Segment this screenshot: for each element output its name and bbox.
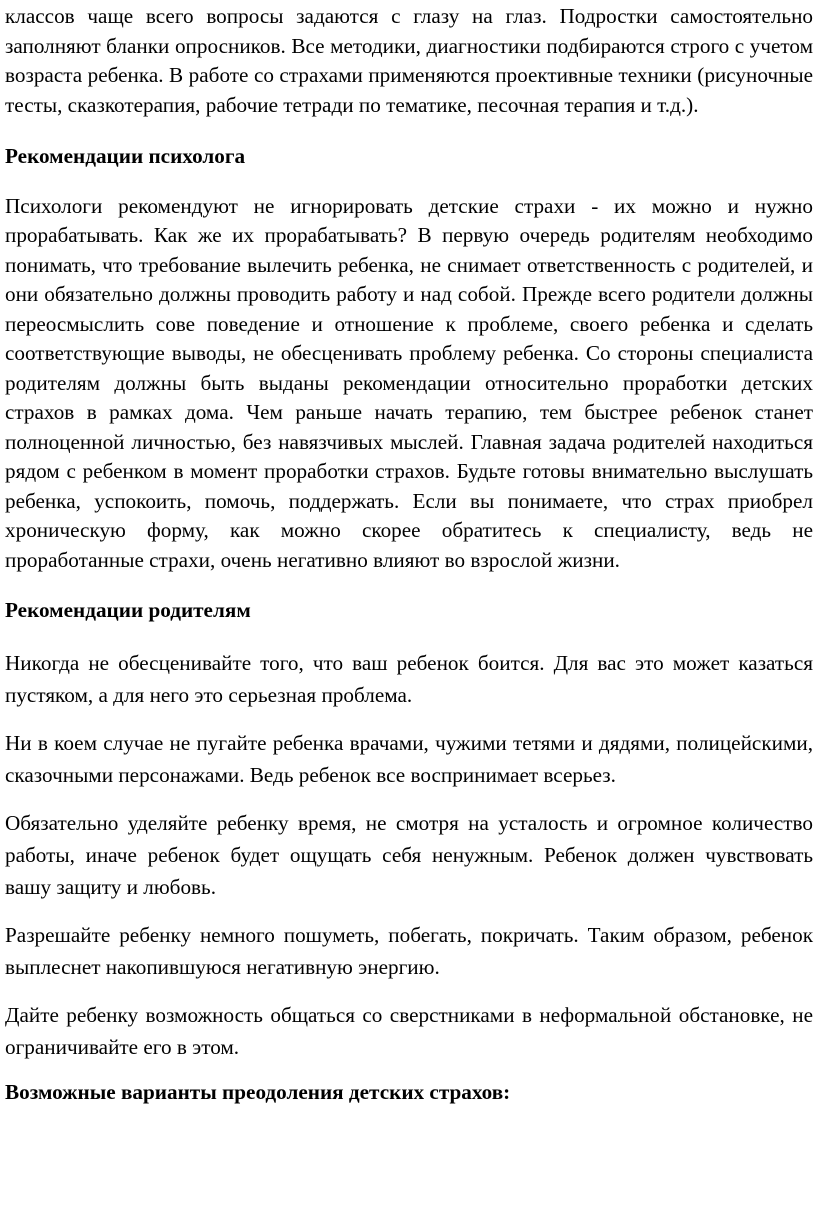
document-page — [5, 0, 813, 1107]
heading-psychologist-recommendations: Рекомендации психолога — [5, 144, 246, 168]
intro-paragraph: классов чаще всего вопросы задаются с глазу на глаз. Подростки самостоятельно заполняют бланки опросников. Все методики, диагностики подбираются строго с учетом возраста ребенка. В работе со страхами применяются проективные техники (рисуночные тесты, сказкотерапия, рабочие тетради по тематике, песочная терапия и т.д.). — [5, 4, 813, 117]
parent-recommendation-3: Обязательно уделяйте ребенку время, не смотря на усталость и огромное количество работы, иначе ребенок будет ощущать себя ненужным. Ребенок должен чувствовать вашу защиту и любовь. — [5, 810, 813, 899]
parent-recommendation-1: Никогда не обесценивайте того, что ваш ребенок боится. Для вас это может казаться пустяком, а для него это серьезная проблема. — [5, 650, 813, 707]
parent-recommendation-5: Дайте ребенку возможность общаться со сверстниками в неформальной обстановке, не ограничивайте его в этом. — [5, 1002, 813, 1059]
parent-recommendation-2: Ни в коем случае не пугайте ребенка врачами, чужими тетями и дядями, полицейскими, сказочными персонажами. Ведь ребенок все воспринимает всерьез. — [5, 730, 813, 787]
parent-recommendation-4: Разрешайте ребенку немного пошуметь, побегать, покричать. Таким образом, ребенок выплеснет накопившуюся негативную энергию. — [5, 922, 813, 979]
heading-parent-recommendations: Рекомендации родителям — [5, 598, 251, 622]
psychologist-paragraph: Психологи рекомендуют не игнорировать детские страхи - их можно и нужно прорабатывать. Как же их прорабатывать? В первую очередь родителям необходимо понимать, что требование вылечить ребенка, не снимает ответственность с родителей, и они обязательно должны проводить работу и над собой. Прежде всего родители должны переосмыслить сове поведение и отношение к проблеме, своего ребенка и сделать соответствующие выводы, не обесценивать проблему ребенка. Со стороны специалиста родителям должны быть выданы рекомендации относительно проработки детских страхов в рамках дома. Чем раньше начать терапию, тем быстрее ребенок станет полноценной личностью, без навязчивых мыслей. Главная задача родителей находиться рядом с ребенком в момент проработки страхов. Будьте готовы внимательно выслушать ребенка, успокоить, помочь, поддержать. Если вы понимаете, что страх приобрел хроническую форму, как можно скорее обратитесь к специалисту, ведь не проработанные страхи, очень негативно влияют во взрослой жизни. — [5, 193, 813, 572]
heading-overcoming-fears: Возможные варианты преодоления детских страхов: — [5, 1079, 511, 1104]
